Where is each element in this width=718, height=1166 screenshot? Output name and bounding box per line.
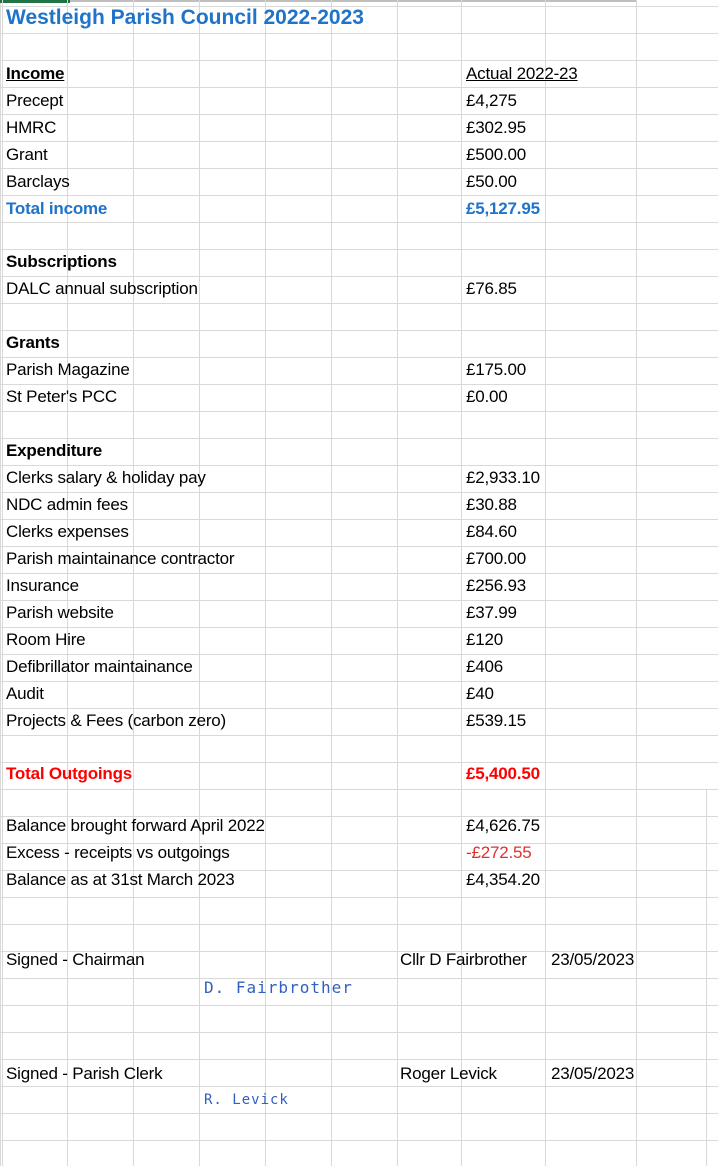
column-gridline [2, 0, 3, 1166]
income-row-label: Barclays [6, 172, 70, 191]
expenditure-row-value: £539.15 [466, 711, 527, 730]
income-row-label: Grant [6, 145, 48, 164]
balance-row-label: Excess - receipts vs outgoings [6, 843, 230, 862]
signed-parish-clerk-label: Signed - Parish Clerk [6, 1064, 163, 1083]
income-heading: Income [6, 64, 65, 83]
balance-row-label: Balance as at 31st March 2023 [6, 870, 235, 889]
expenditure-row-label: Clerks salary & holiday pay [6, 468, 206, 487]
parish-clerk-sign-date: 23/05/2023 [551, 1064, 635, 1083]
expenditure-row-label: NDC admin fees [6, 495, 128, 514]
grant-row-label: Parish Magazine [6, 360, 130, 379]
sheet-title: Westleigh Parish Council 2022-2023 [6, 6, 364, 29]
expenditure-row-label: Insurance [6, 576, 79, 595]
expenditure-row-value: £406 [466, 657, 504, 676]
expenditure-row-label: Room Hire [6, 630, 86, 649]
excess-value: -£272.55 [466, 843, 532, 862]
expenditure-row-value: £37.99 [466, 603, 517, 622]
expenditure-row-label: Clerks expenses [6, 522, 129, 541]
signed-chairman-label: Signed - Chairman [6, 950, 145, 969]
income-row-label: Precept [6, 91, 64, 110]
total-outgoings-label: Total Outgoings [6, 764, 133, 783]
grant-row-value: £175.00 [466, 360, 527, 379]
expenditure-row-value: £30.88 [466, 495, 517, 514]
subscription-row-value: £76.85 [466, 279, 517, 298]
expenditure-row-value: £40 [466, 684, 494, 703]
column-gridline [545, 0, 546, 1166]
parish-clerk-name: Roger Levick [400, 1064, 497, 1083]
income-row-value: £500.00 [466, 145, 527, 164]
expenditure-row-label: Parish website [6, 603, 114, 622]
expenditure-row-value: £2,933.10 [466, 468, 540, 487]
column-gridline [461, 0, 462, 1166]
chairman-signature: D. Fairbrother [204, 978, 353, 997]
chairman-name: Cllr D Fairbrother [400, 950, 527, 969]
expenditure-row-value: £120 [466, 630, 504, 649]
income-row-label: HMRC [6, 118, 57, 137]
expenditure-heading: Expenditure [6, 441, 103, 460]
subscriptions-heading: Subscriptions [6, 252, 117, 271]
actual-column-heading: Actual 2022-23 [466, 64, 578, 83]
subscription-row-label: DALC annual subscription [6, 279, 198, 298]
total-income-label: Total income [6, 199, 108, 218]
balance-row-label: Balance brought forward April 2022 [6, 816, 265, 835]
expenditure-row-label: Parish maintainance contractor [6, 549, 235, 568]
grant-row-label: St Peter's PCC [6, 387, 117, 406]
income-row-value: £302.95 [466, 118, 527, 137]
sheet-top-border [0, 0, 636, 2]
column-gridline [133, 0, 134, 1166]
chairman-sign-date: 23/05/2023 [551, 950, 635, 969]
column-gridline [636, 0, 637, 1166]
balance-row-value: £4,354.20 [466, 870, 540, 889]
total-outgoings-value: £5,400.50 [466, 764, 540, 783]
column-gridline [397, 0, 398, 1166]
income-row-value: £4,275 [466, 91, 517, 110]
parish-clerk-signature: R. Levick [204, 1092, 289, 1108]
expenditure-row-value: £700.00 [466, 549, 527, 568]
total-income-value: £5,127.95 [466, 199, 540, 218]
expenditure-row-label: Projects & Fees (carbon zero) [6, 711, 227, 730]
balance-row-value: £4,626.75 [466, 816, 540, 835]
expenditure-row-value: £84.60 [466, 522, 517, 541]
expenditure-row-label: Defibrillator maintainance [6, 657, 193, 676]
grant-row-value: £0.00 [466, 387, 508, 406]
column-gridline [706, 790, 707, 1166]
income-row-value: £50.00 [466, 172, 517, 191]
column-gridline [199, 0, 200, 1166]
grants-heading: Grants [6, 333, 60, 352]
expenditure-row-label: Audit [6, 684, 44, 703]
expenditure-row-value: £256.93 [466, 576, 527, 595]
